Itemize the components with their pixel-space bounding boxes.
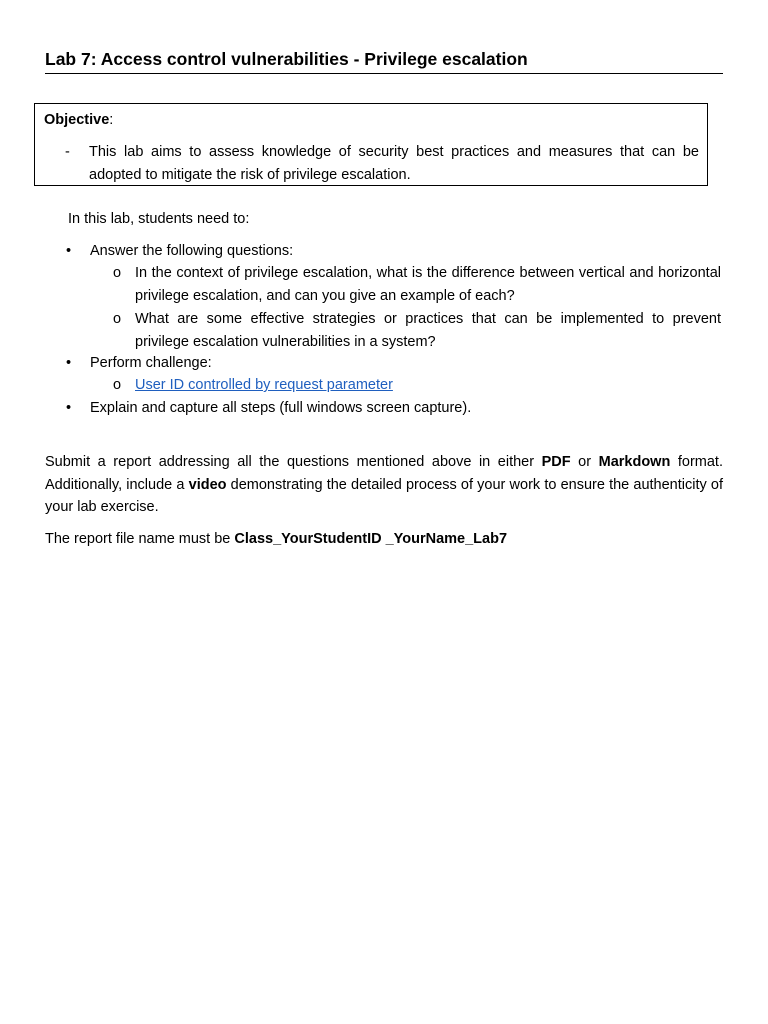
objective-text: This lab aims to assess knowledge of security best practices and measures that can be adopted to mitigate the risk of privilege escalation. [89,144,699,183]
bullet-icon: • [66,243,72,259]
sub-bullet-icon: o [113,265,122,281]
filename-value: Class_YourStudentID _YourName_Lab7 [234,531,508,547]
sub-bullet-icon: o [113,377,122,393]
page-title: Lab 7: Access control vulnerabilities - Privilege escalation [45,47,723,74]
submit-text-3: format. Additionally, include a [45,454,723,493]
question-2-text: What are some effective strategies or practices that can be implemented to prevent privilege escalation vulnerabilities in a system? [135,311,721,350]
bullet-text: Explain and capture all steps (full windows screen capture). [90,400,472,416]
intro-text: In this lab, students need to: [68,211,250,227]
objective-label [44,110,113,130]
objective-label-colon: : [109,112,114,128]
submit-text-1: Submit a report addressing all the questions mentioned above in either [45,454,542,470]
filename-prefix: The report file name must be [45,531,235,547]
filename-instruction [45,528,507,550]
challenge-link-wrapper [135,374,721,397]
sub-bullet-icon: o [113,311,122,327]
video-label: video [188,476,227,493]
objective-box [34,103,708,186]
question-1-text: In the context of privilege escalation, what is the difference between vertical and horizontal privilege escalation, and can you give an example of each? [135,265,721,304]
bullet-icon: • [66,400,72,416]
challenge-link[interactable]: User ID controlled by request parameter [135,377,393,393]
bullet-text: Perform challenge: [90,355,212,371]
objective-dash: - [65,144,70,160]
bullet-text: Answer the following questions: [90,243,294,259]
markdown-label: Markdown [598,454,671,470]
pdf-label: PDF [541,454,571,470]
bullet-icon: • [66,355,72,371]
submit-instructions [45,451,723,519]
submit-text-4: demonstrating the detailed process of your work to ensure the authenticity of your lab exercise. [45,476,724,515]
objective-label-text: Objective [44,112,110,128]
submit-text-2: or [570,454,599,470]
